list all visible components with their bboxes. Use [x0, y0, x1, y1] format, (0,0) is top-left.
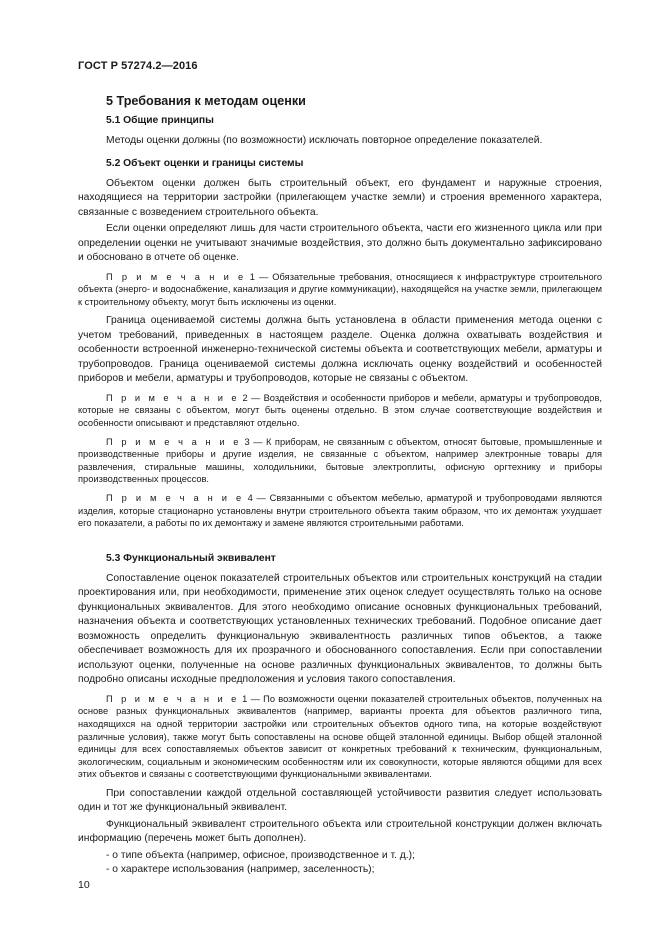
section-5-1-title: 5.1 Общие принципы [106, 115, 214, 126]
note-4 [78, 492, 602, 530]
note-2 [78, 392, 602, 430]
document-body [78, 92, 602, 878]
note-1 [78, 693, 602, 781]
note-text: 1 — По возможности оценки показателей строительных объектов, полученных на основе разных функциональных эквивалентов (например, варианты проекта для объектов различного типа, находящихся на одной территории застройки или строительных объектов одного типа, на которые воздействуют различные условия), также могут быть сопоставлены на основе общей эталонной единицы. Выбор общей эталонной единицы для всех сопоставляемых объектов зависит от конкретных требований к техническим, функциональным, экологическим, социальным и экономическим особенностям или их совокупности, которые являются общими для всех этих объектов и связаны с соответствующими функциональными эквивалентами. [78, 693, 602, 780]
note-1 [78, 271, 602, 309]
paragraph: Граница оцениваемой системы должна быть установлена в области применения метода оценки с учетом требований, приведенных в настоящем разделе. Оценка должна охватывать воздействия и особенности встроенной инженерно-технической системы объекта и соответствующих мебели, арматуры и трубопроводов. Граница оцениваемой системы должна исключать оценку воздействий и особенностей приборов и мебели, арматуры и трубопроводов, которые не связаны с объектом. [78, 315, 602, 385]
paragraph: Если оценки определяют лишь для части строительного объекта, части его жизненного цикла или при определении оценки не учитывают значимые воздействия, это должно быть документально зафиксировано и обосновано в отчете об оценке. [78, 223, 602, 263]
paragraph: Функциональный эквивалент строительного объекта или строительной конструкции должен включать информацию (перечень может быть дополнен). [78, 818, 602, 845]
note-label: П р и м е ч а н и е [106, 436, 242, 447]
note-label: П р и м е ч а н и е [106, 271, 246, 282]
note-text: 4 — Связанными с объектом мебелью, арматурой и трубопроводами являются изделия, которые стационарно установлены внутри строительного объекта таким образом, что их демонтаж ухудшает его показатели, а работы по их демонтажу и замене являются строительными работами. [78, 492, 602, 529]
note-label: П р и м е ч а н и е [106, 492, 244, 503]
note-label: П р и м е ч а н и е [106, 392, 240, 403]
section-5-title: 5 Требования к методам оценки [106, 94, 306, 108]
page-number: 10 [78, 879, 90, 891]
section-5-3-title: 5.3 Функциональный эквивалент [106, 552, 276, 564]
list-item: - о типе объекта (например, офисное, производственное и т. д.); [106, 849, 415, 861]
note-label: П р и м е ч а н и е [106, 693, 239, 704]
note-3 [78, 436, 602, 486]
note-text: 2 — Воздействия и особенности приборов и мебели, арматуры и трубопроводов, которые не связаны с объектом, могут быть оценены отдельно. В этом случае соответствующие воздействия и особенности описывают и представляют отдельно. [78, 392, 602, 428]
section-5-2-title: 5.2 Объект оценки и границы системы [106, 157, 304, 169]
note-text: 1 — Обязательные требования, относящиеся к инфраструктуре строительного объекта (энерго- и водоснабжение, канализация и другие коммуникации), находящейся на участке земли, прилегающем к строительному объекту, могут быть исключены из оценки. [78, 271, 602, 307]
paragraph: Объектом оценки должен быть строительный объект, его фундамент и наружные строения, находящиеся на территории застройки (прилегающем участке земли) и строения временного характера, связанные с возведением строительного объекта. [78, 177, 602, 218]
list-item: - о характере использования (например, заселенность); [106, 864, 375, 876]
paragraph: При сопоставлении каждой отдельной составляющей устойчивости развития следует использовать один и тот же функциональный эквивалент. [78, 787, 602, 814]
note-text: 3 — К приборам, не связанным с объектом, относят бытовые, промышленные и производственные приборы и другие изделия, не связанные с объектом, например электронные товары для развлечения, стиральные машины, холодильники, бытовые электроплиты, офисную оргтехнику и приборы производственных процессов. [78, 436, 602, 485]
paragraph: Сопоставление оценок показателей строительных объектов или строительных конструкций на стадии проектирования или, при необходимости, применение этих оценок следует осуществлять только на основе функциональных эквивалентов. Для этого необходимо описание основных функциональных требований, назначения объекта и соответствующих установленных технических требований. Подобное описание дает возможность определить функциональную эквивалентность различных типов объектов, а также обеспечивает возможность для их прозрачного и обоснованного сопоставления. Если при сопоставлении используют оценки, полученные на основе различных функциональных эквивалентов, то должны быть подробно описаны исходные предположения и условия такого сопоставления. [78, 572, 602, 686]
paragraph: Методы оценки должны (по возможности) исключать повторное определение показателей. [106, 135, 543, 146]
document-header: ГОСТ Р 57274.2—2016 [78, 60, 198, 72]
